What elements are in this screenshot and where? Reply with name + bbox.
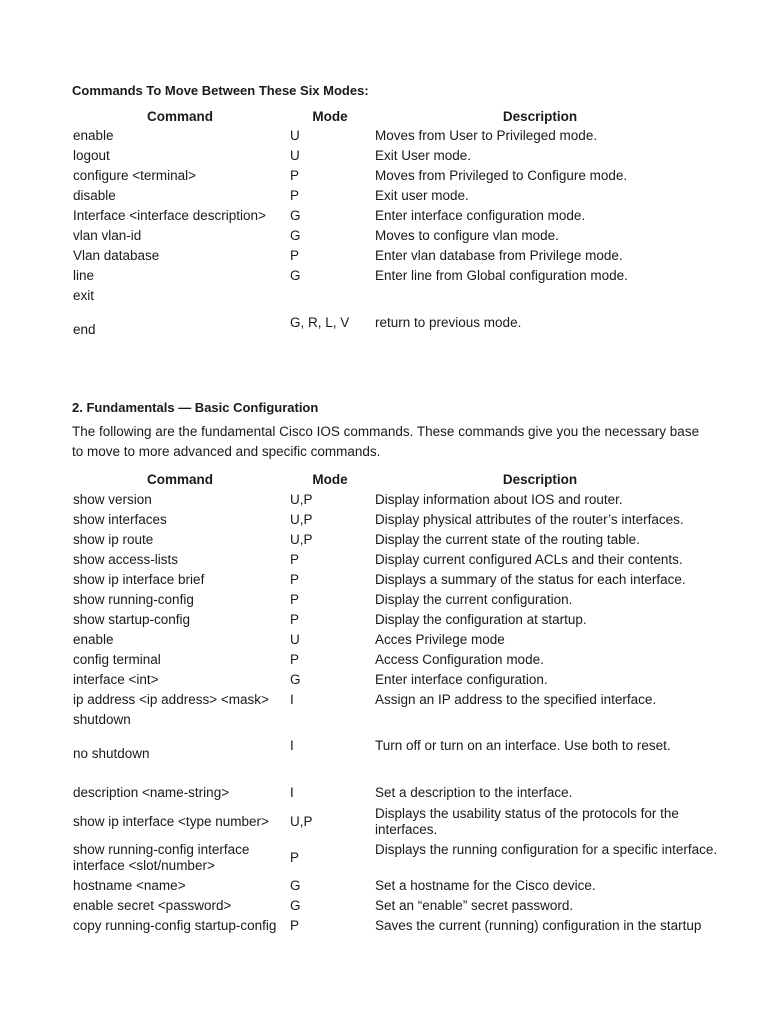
command-cell: show running-config interface interface <slot/number>	[73, 842, 250, 873]
mode-cell: U	[290, 148, 300, 163]
command-cell: interface <int>	[73, 672, 159, 687]
command-cell: ip address <ip address> <mask>	[73, 692, 269, 707]
description-cell: Display physical attributes of the router’s interfaces.	[375, 512, 684, 527]
mode-cell: P	[290, 592, 300, 607]
command-cell: enable secret <password>	[73, 898, 232, 913]
command-cell: copy running-config startup-config	[73, 918, 277, 933]
command-cell: vlan vlan-id	[73, 228, 142, 243]
description-cell: Display the configuration at startup.	[375, 612, 587, 627]
description-cell: Access Configuration mode.	[375, 652, 544, 667]
description-cell: Set a hostname for the Cisco device.	[375, 878, 596, 893]
description-cell: Display current configured ACLs and their contents.	[375, 552, 683, 567]
command-cell: disable	[73, 188, 116, 203]
description-cell: Moves to configure vlan mode.	[375, 228, 559, 243]
description-cell: Enter line from Global configuration mode.	[375, 268, 628, 283]
description-cell: Set an “enable” secret password.	[375, 898, 574, 913]
mode-cell: P	[290, 188, 300, 203]
mode-cell: G	[290, 208, 301, 223]
description-cell: Moves from Privileged to Configure mode.	[375, 168, 628, 183]
command-column-header: Command	[146, 472, 213, 487]
command-cell: configure <terminal>	[73, 168, 197, 183]
mode-cell: U,P	[290, 814, 313, 829]
command-cell: enable	[73, 632, 114, 647]
mode-cell: P	[290, 572, 300, 587]
command-cell: show ip interface <type number>	[73, 814, 269, 829]
command-cell: Interface <interface description>	[73, 208, 266, 223]
description-cell: Saves the current (running) configuration in the startup	[375, 918, 702, 933]
mode-cell: P	[290, 248, 300, 263]
mode-cell: U	[290, 128, 300, 143]
command-cell: Vlan database	[73, 248, 160, 263]
mode-cell: U,P	[290, 532, 313, 547]
command-cell: show running-config	[73, 592, 194, 607]
section2-intro: The following are the fundamental Cisco IOS commands. These commands give you the necessary base to move to more advanced and specific commands.	[72, 424, 700, 459]
description-cell: return to previous mode.	[375, 315, 522, 330]
mode-cell: G	[290, 898, 301, 913]
command-cell: no shutdown	[73, 746, 150, 761]
description-cell: Display the current configuration.	[375, 592, 573, 607]
mode-cell: I	[290, 692, 294, 707]
mode-cell: I	[290, 738, 294, 753]
mode-cell: U	[290, 632, 300, 647]
command-cell: hostname <name>	[73, 878, 186, 893]
mode-cell: G, R, L, V	[290, 315, 350, 330]
command-cell: exit	[73, 288, 95, 303]
command-cell: shutdown	[73, 712, 131, 727]
command-cell: show ip route	[73, 532, 154, 547]
mode-cell: P	[290, 612, 300, 627]
command-cell: show version	[73, 492, 152, 507]
command-cell: enable	[73, 128, 114, 143]
description-cell: Moves from User to Privileged mode.	[375, 128, 598, 143]
mode-cell: G	[290, 228, 301, 243]
command-cell: end	[73, 322, 96, 337]
description-cell: Turn off or turn on an interface. Use both to reset.	[375, 738, 671, 753]
description-cell: Exit User mode.	[375, 148, 472, 163]
mode-cell: P	[290, 850, 300, 865]
command-cell: description <name-string>	[73, 785, 230, 800]
command-cell: show startup-config	[73, 612, 191, 627]
mode-cell: G	[290, 268, 301, 283]
description-cell: Displays the usability status of the protocols for the interfaces.	[375, 806, 679, 837]
description-cell: Enter interface configuration.	[375, 672, 548, 687]
mode-cell: P	[290, 918, 300, 933]
mode-cell: G	[290, 878, 301, 893]
mode-cell: P	[290, 652, 300, 667]
description-cell: Display information about IOS and router.	[375, 492, 623, 507]
mode-column-header: Mode	[312, 109, 348, 124]
description-column-header: Description	[502, 472, 578, 487]
mode-column-header: Mode	[312, 472, 348, 487]
mode-cell: I	[290, 785, 294, 800]
description-cell: Display the current state of the routing table.	[375, 532, 640, 547]
description-cell: Set a description to the interface.	[375, 785, 573, 800]
command-cell: show access-lists	[73, 552, 179, 567]
section2-heading: 2. Fundamentals — Basic Configuration	[72, 400, 319, 415]
description-cell: Displays a summary of the status for each interface.	[375, 572, 686, 587]
mode-cell: G	[290, 672, 301, 687]
command-cell: show interfaces	[73, 512, 167, 527]
mode-cell: U,P	[290, 512, 313, 527]
mode-cell: P	[290, 168, 300, 183]
command-column-header: Command	[146, 109, 213, 124]
section1-heading: Commands To Move Between These Six Modes:	[72, 83, 369, 98]
description-cell: Acces Privilege mode	[375, 632, 505, 647]
description-cell: Enter vlan database from Privilege mode.	[375, 248, 623, 263]
description-cell: Exit user mode.	[375, 188, 469, 203]
description-column-header: Description	[502, 109, 578, 124]
mode-cell: P	[290, 552, 300, 567]
description-cell: Assign an IP address to the specified interface.	[375, 692, 657, 707]
description-cell: Displays the running configuration for a specific interface.	[375, 842, 718, 857]
command-cell: line	[73, 268, 95, 283]
command-cell: show ip interface brief	[73, 572, 205, 587]
command-cell: config terminal	[73, 652, 161, 667]
mode-cell: U,P	[290, 492, 313, 507]
command-cell: logout	[73, 148, 110, 163]
description-cell: Enter interface configuration mode.	[375, 208, 586, 223]
